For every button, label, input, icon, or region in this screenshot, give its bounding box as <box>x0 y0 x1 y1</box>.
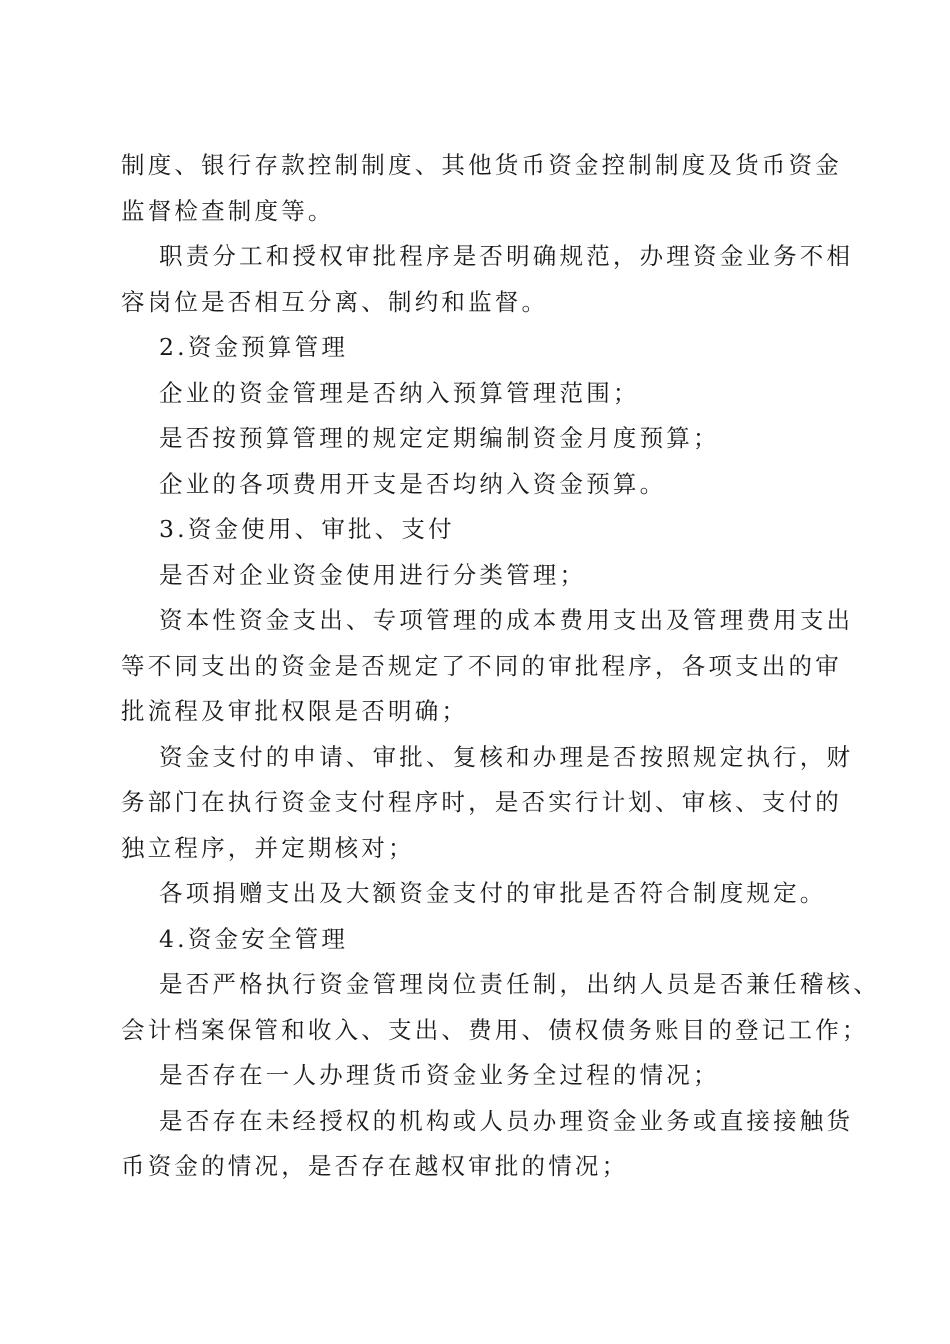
text-line: 资金支付的申请、审批、复核和办理是否按照规定执行，财 <box>159 742 854 771</box>
text-line: 币资金的情况，是否存在越权审批的情况； <box>121 1152 629 1180</box>
text-line: 批流程及审批权限是否明确； <box>121 697 469 725</box>
text-line: 制度、银行存款控制制度、其他货币资金控制制度及货币资金 <box>121 151 842 179</box>
text-line: 容岗位是否相互分离、制约和监督。 <box>121 287 549 316</box>
document-body <box>121 143 880 1190</box>
text-line: 是否按预算管理的规定定期编制资金月度预算； <box>159 424 720 452</box>
text-line: 各项捐赠支出及大额资金支付的审批是否符合制度规定。 <box>159 879 827 907</box>
text-line: 企业的各项费用开支是否均纳入资金预算。 <box>159 469 667 498</box>
section-heading: 4.资金安全管理 <box>159 924 349 953</box>
text-line: 职责分工和授权审批程序是否明确规范，办理资金业务不相 <box>159 242 854 270</box>
section-heading: 3.资金使用、审批、支付 <box>159 515 455 543</box>
text-line: 等不同支出的资金是否规定了不同的审批程序，各项支出的审 <box>121 651 842 680</box>
text-line: 会计档案保管和收入、支出、费用、债权债务账目的登记工作； <box>121 1015 869 1044</box>
text-line: 是否对企业资金使用进行分类管理； <box>159 560 587 589</box>
text-line: 企业的资金管理是否纳入预算管理范围； <box>159 378 640 407</box>
text-line: 务部门在执行资金支付程序时，是否实行计划、审核、支付的 <box>121 788 842 816</box>
text-line: 监督检查制度等。 <box>121 196 335 225</box>
text-line: 是否存在未经授权的机构或人员办理资金业务或直接接触货 <box>159 1106 854 1135</box>
text-line: 独立程序，并定期核对； <box>121 833 415 862</box>
section-heading: 2.资金预算管理 <box>159 333 349 361</box>
text-line: 资本性资金支出、专项管理的成本费用支出及管理费用支出 <box>159 606 854 634</box>
text-line: 是否存在一人办理货币资金业务全过程的情况； <box>159 1061 720 1089</box>
text-line: 是否严格执行资金管理岗位责任制，出纳人员是否兼任稽核、 <box>159 970 880 998</box>
